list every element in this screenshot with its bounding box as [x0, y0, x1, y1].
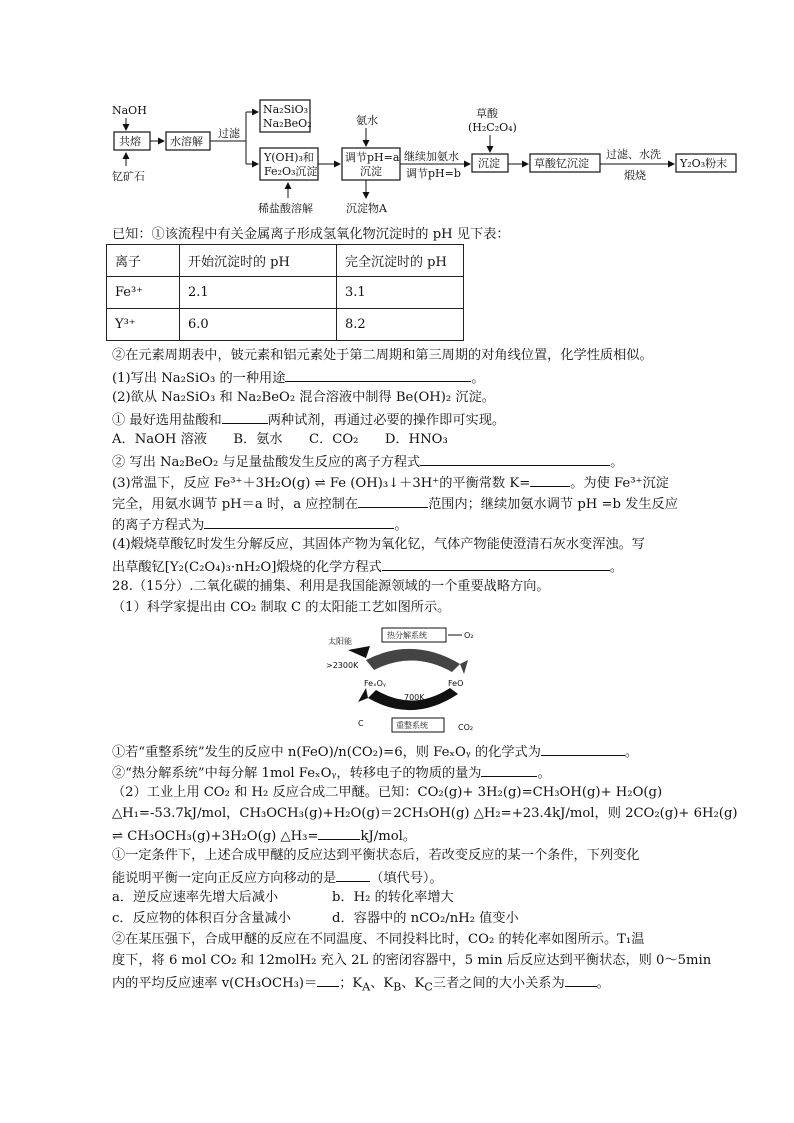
- continue-nh3-label: 继续加氨水: [404, 150, 459, 163]
- temp-high-label: >2300K: [326, 661, 359, 670]
- q28-1-2b: 。: [537, 766, 551, 781]
- table-cell: 3.1: [337, 277, 464, 309]
- chendian-label: 沉淀: [360, 165, 382, 178]
- table-cell: Fe³⁺: [107, 277, 180, 309]
- q28-2-2g: 三者之间的大小关系为: [432, 976, 565, 991]
- solar-process-diagram: [318, 626, 496, 738]
- calcine-label: 煅烧: [624, 169, 646, 182]
- table-row: [107, 277, 464, 309]
- q2-1b: 两种试剂，再通过必要的操作即可实现。: [267, 413, 506, 428]
- table-cell: 8.2: [337, 309, 464, 341]
- guolv-label: 过滤: [218, 127, 240, 140]
- y2o3-box: Y₂O₃粉末: [680, 157, 728, 170]
- q3-b: 。为使 Fe³⁺沉淀: [570, 476, 669, 491]
- sub-a: A: [362, 980, 371, 994]
- sub-b: B: [393, 980, 402, 994]
- h2c2o4-label: (H₂C₂O₄): [468, 121, 517, 134]
- answer-blank[interactable]: [565, 974, 597, 987]
- q3-c: 完全，用氨水调节 pH＝a 时，a 应控制在: [112, 497, 359, 512]
- adjust-ph-b-label: 调节pH=b: [406, 167, 461, 180]
- question-28-1: （1）科学家提出由 CO₂ 制取 C 的太阳能工艺如图所示。: [112, 600, 451, 615]
- table-cell: 6.0: [180, 309, 337, 341]
- fexoy-label: FeₓOᵧ: [364, 679, 386, 688]
- fe2o3-label: Fe₂O₃沉淀: [264, 165, 318, 178]
- answer-blank[interactable]: [541, 743, 625, 756]
- table-header-row: [107, 245, 464, 277]
- answer-blank[interactable]: [481, 764, 537, 777]
- question-3-line-1: [112, 474, 669, 492]
- q2-1a: ① 最好选用盐酸和: [112, 413, 222, 428]
- anshui-label: 氨水: [356, 114, 378, 127]
- naoh-label: NaOH: [112, 104, 147, 117]
- option-c: c．反应物的体积百分含量减小: [112, 911, 291, 926]
- q3-e-end: 。: [394, 518, 408, 533]
- question-28-2-1-line-1: ①一定条件下，上述合成甲醚的反应达到平衡状态后，若改变反应的某一个条件，下列变化: [112, 848, 640, 863]
- option-b: b．H₂ 的转化率增大: [332, 890, 454, 905]
- table-row: [107, 309, 464, 341]
- yoh3-label: Y(OH)₃和: [264, 151, 314, 164]
- o2-label: O₂: [464, 631, 474, 640]
- question-2-2: [112, 453, 623, 471]
- q3-e: 的离子方程式为: [112, 518, 205, 533]
- na2sio3-label: Na₂SiO₃: [263, 103, 309, 116]
- ion-ph-table: [106, 244, 464, 341]
- q28-2-1b: 能说明平衡一定向正反应方向移动的是: [112, 871, 337, 886]
- question-3-line-3: [112, 516, 408, 534]
- solar-label: 太阳能: [328, 637, 352, 646]
- q2-2-end: 。: [610, 455, 624, 470]
- question-28-2-2-line-1: ②在某压强下，合成甲醚的反应在不同温度、不同投料比时，CO₂ 的转化率如图所示。T₁温: [112, 932, 645, 947]
- q28-2-2d: ；K: [339, 976, 363, 991]
- q28-1-1b: 。: [624, 745, 639, 760]
- question-1: [112, 369, 485, 387]
- shuirongjie-box: 水溶解: [170, 135, 203, 148]
- answer-blank[interactable]: [420, 453, 610, 466]
- table-cell: 2.1: [180, 277, 337, 309]
- co2-label: CO₂: [458, 723, 474, 732]
- ore-label: 钇矿石: [112, 170, 145, 183]
- answer-blank[interactable]: [530, 474, 570, 487]
- option-a: a．逆反应速率先增大后减小: [112, 890, 279, 905]
- filter-wash-label: 过滤、水洗: [606, 148, 661, 161]
- q2-2: ② 写出 Na₂BeO₂ 与足量盐酸发生反应的离子方程式: [112, 455, 421, 470]
- process-flowchart: [110, 98, 740, 223]
- q28-2-2h: 。: [596, 976, 610, 991]
- answer-blank[interactable]: [285, 369, 471, 382]
- precip-a-label: 沉淀物A: [346, 202, 387, 215]
- question-28-2-line-3: [112, 827, 416, 845]
- question-2: (2)欲从 Na₂SiO₃ 和 Na₂BeO₂ 混合溶液中制得 Be(OH)₂ 沉淀。: [112, 390, 495, 405]
- q4-b-end: 。: [609, 560, 624, 575]
- answer-blank[interactable]: [318, 827, 360, 840]
- question-28-1-1: [112, 743, 638, 761]
- feo-label: FeO: [448, 679, 464, 688]
- question-28-options-row-1: [112, 890, 454, 906]
- q28-2-2f: 、K: [401, 976, 425, 991]
- table-header: 离子: [107, 245, 180, 277]
- chendian2-box: 沉淀: [478, 157, 500, 170]
- table-header: 完全沉淀时的 pH: [337, 245, 464, 277]
- question-28-1-2: [112, 764, 551, 782]
- q1-end: 。: [471, 371, 485, 386]
- hcl-dissolve-label: 稀盐酸溶解: [258, 202, 313, 215]
- sub-c: C: [424, 980, 433, 994]
- adjust-ph-label: 调节pH=a: [345, 151, 400, 164]
- question-28-2-line-1: （2）工业上用 CO₂ 和 H₂ 反应合成二甲醚。已知：CO₂(g)+ 3H₂(g)=CH₃OH(g)+ H₂O(g): [112, 785, 663, 800]
- q28-1-2a: ②“热分解系统”中每分解 1mol FeₓOᵧ，转移电子的物质的量为: [112, 766, 482, 781]
- q28-2-2e: 、K: [370, 976, 394, 991]
- q28-2c-end: kJ/mol。: [360, 829, 417, 844]
- answer-blank[interactable]: [336, 869, 370, 882]
- q28-1-1a: ①若“重整系统”发生的反应中 n(FeO)/n(CO₂)=6，则 FeₓOᵧ 的化学式为: [112, 745, 541, 760]
- question-28-2-line-2: △H₁=-53.7kJ/mol，CH₃OCH₃(g)+H₂O(g)＝2CH₃OH(g) △H₂=+23.4kJ/mol，则 2CO₂(g)+ 6H₂(g): [112, 806, 738, 821]
- question-4-line-1: (4)煅烧草酸钇时发生分解反应，其固体产物为氧化钇，气体产物能使澄清石灰水变浑浊。写: [112, 537, 645, 552]
- q3-d: 范围内；继续加氨水调节 pH =b 发生反应: [428, 497, 678, 512]
- question-3-line-2: [112, 495, 678, 513]
- q4-b: 出草酸钇[Y₂(C₂O₄)₃·nH₂O]煅烧的化学方程式: [112, 560, 382, 575]
- question-28-2-2-line-2: 度下，将 6 mol CO₂ 和 12molH₂ 充入 2L 的密闭容器中，5 min 后反应达到平衡状态，则 0～5min: [112, 953, 712, 968]
- reform-system-label: 重整系统: [396, 721, 428, 730]
- table-cell: Y³⁺: [107, 309, 180, 341]
- y-oxalate-box: 草酸钇沉淀: [534, 157, 589, 170]
- question-2-1: [112, 411, 505, 429]
- option-d: d．容器中的 nCO₂/nH₂ 值变小: [332, 911, 519, 926]
- q28-2-1b-end: （填代号）。: [370, 871, 443, 886]
- known-1: 已知：①该流程中有关金属离子形成氢氧化物沉淀时的 pH 见下表：: [112, 227, 510, 242]
- temp-700-label: 700K: [404, 693, 425, 702]
- answer-blank[interactable]: [382, 558, 610, 571]
- question-28-heading: 28.（15分）.二氧化碳的捕集、利用是我国能源领域的一个重要战略方向。: [112, 579, 550, 594]
- gongrong-box: 共熔: [119, 135, 141, 148]
- question-28-2-2-line-3: [112, 974, 610, 996]
- answer-blank[interactable]: [222, 411, 268, 424]
- q28-2-2c: 内的平均反应速率 v(CH₃OCH₃)＝: [112, 976, 318, 991]
- known-2: ②在元素周期表中，铍元素和铝元素处于第二周期和第三周期的对角线位置，化学性质相似。: [112, 348, 653, 363]
- thermal-system-label: 热分解系统: [387, 631, 427, 640]
- answer-blank[interactable]: [204, 516, 394, 529]
- q28-2c: ⇌ CH₃OCH₃(g)+3H₂O(g) △H₃=: [112, 829, 319, 844]
- answer-blank[interactable]: [358, 495, 428, 508]
- question-28-options-row-2: [112, 911, 519, 927]
- c-label: C: [358, 719, 364, 728]
- question-2-options: A．NaOH 溶液 B．氨水 C．CO₂ D．HNO₃: [112, 432, 448, 447]
- q1-text: (1)写出 Na₂SiO₃ 的一种用途: [112, 371, 286, 386]
- q3-a: (3)常温下，反应 Fe³⁺＋3H₂O(g) ⇌ Fe (OH)₃↓＋3H⁺的平衡常数 K=: [112, 476, 531, 491]
- table-header: 开始沉淀时的 pH: [180, 245, 337, 277]
- caosuan-label: 草酸: [476, 107, 498, 120]
- answer-blank[interactable]: [317, 974, 339, 987]
- question-28-2-1-line-2: [112, 869, 443, 887]
- na2beo2-label: Na₂BeO₂: [263, 117, 312, 130]
- question-4-line-2: [112, 558, 623, 576]
